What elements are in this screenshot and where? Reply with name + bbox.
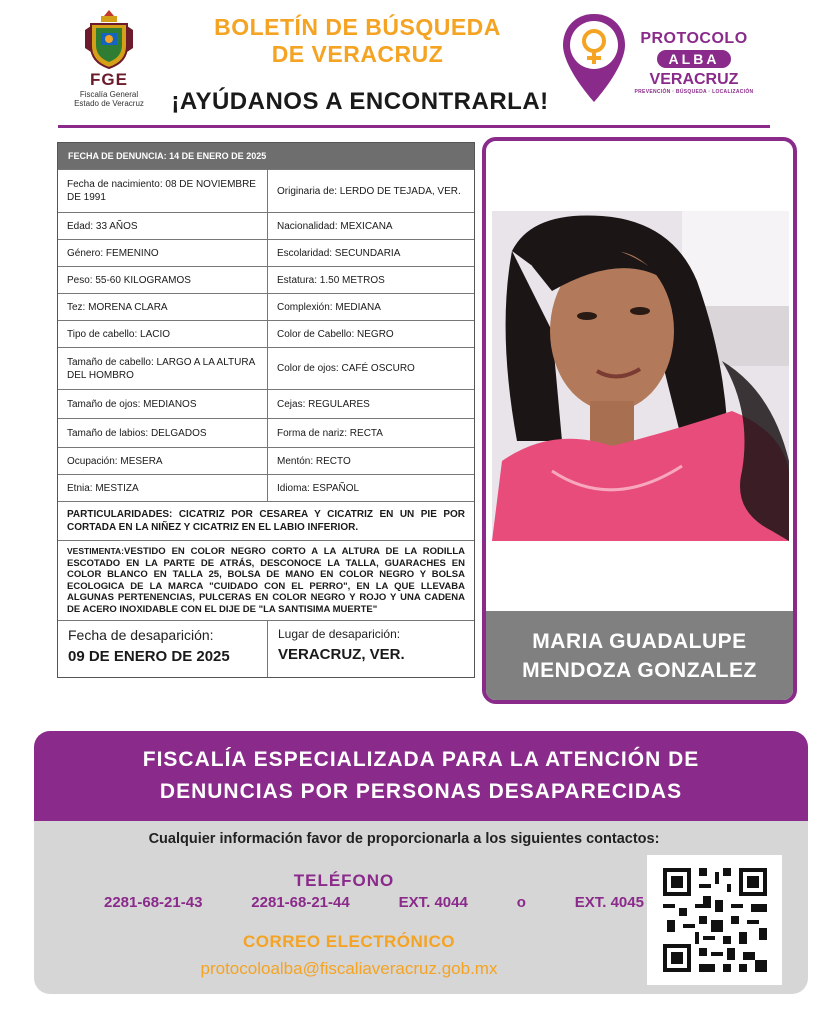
prosecutor-office-banner xyxy=(34,731,808,821)
prosecutor-office-line1: FISCALÍA ESPECIALIZADA PARA LA ATENCIÓN DE xyxy=(142,748,700,771)
table-row xyxy=(58,169,474,212)
fge-subtitle-1: Fiscalía General xyxy=(79,90,139,99)
protocolo-alba-logo xyxy=(630,30,758,95)
clothing-label: VESTIMENTA: xyxy=(67,546,124,556)
prosecutor-office-line2: DENUNCIAS POR PERSONAS DESAPARECIDAS xyxy=(159,780,683,803)
table-row xyxy=(58,389,474,418)
disappearance-place-cell xyxy=(268,621,474,677)
phone-heading: TELÉFONO xyxy=(293,871,395,890)
table-cell: Complexión: MEDIANA xyxy=(277,301,381,313)
person-name-line1: MARIA GUADALUPE xyxy=(532,630,747,653)
table-cell: Edad: 33 AÑOS xyxy=(58,213,268,239)
table-row xyxy=(58,266,474,293)
disappearance-place: VERACRUZ, VER. xyxy=(278,646,405,663)
table-cell: Tez: MORENA CLARA xyxy=(58,294,268,320)
table-cell: Estatura: 1.50 METROS xyxy=(277,274,385,286)
person-name-line2: MENDOZA GONZALEZ xyxy=(522,659,757,682)
contact-panel xyxy=(34,821,808,994)
email-heading: CORREO ELECTRÓNICO xyxy=(242,932,456,951)
table-cell: Fecha de nacimiento: 08 DE NOVIEMBRE DE 1991 xyxy=(58,170,268,212)
bulletin-title-line2: DE VERACRUZ xyxy=(271,41,444,67)
table-cell: Idioma: ESPAÑOL xyxy=(277,482,360,494)
bulletin-title-line1: BOLETÍN DE BÚSQUEDA xyxy=(214,14,501,40)
table-cell: Originaria de: LERDO DE TEJADA, VER. xyxy=(277,185,461,197)
table-row xyxy=(58,418,474,447)
table-cell: Peso: 55-60 KILOGRAMOS xyxy=(58,267,268,293)
qr-code-icon xyxy=(659,864,771,976)
disappearance-place-label: Lugar de desaparición: xyxy=(278,627,401,641)
table-row xyxy=(58,293,474,320)
table-cell: Etnia: MESTIZA xyxy=(58,475,268,501)
table-cell: Nacionalidad: MEXICANA xyxy=(277,220,393,232)
location-pin-icon xyxy=(560,12,628,104)
table-cell: Forma de nariz: RECTA xyxy=(277,427,383,439)
person-photo xyxy=(492,211,789,541)
table-cell: Ocupación: MESERA xyxy=(58,448,268,474)
table-cell: Tipo de cabello: LACIO xyxy=(58,321,268,347)
email-link[interactable]: protocoloalba@fiscaliaveracruz.gob.mx xyxy=(200,959,498,978)
contact-intro: Cualquier información favor de proporcionarla a los siguientes contactos: xyxy=(148,831,660,847)
alba-line1: PROTOCOLO xyxy=(640,30,748,47)
table-cell: Mentón: RECTO xyxy=(277,455,351,467)
fge-abbr: FGE xyxy=(90,70,128,89)
table-cell: Género: FEMENINO xyxy=(58,240,268,266)
phone-ext-1: EXT. 4044 xyxy=(398,894,468,911)
table-row xyxy=(58,347,474,389)
table-row xyxy=(58,239,474,266)
disappearance-row xyxy=(58,620,474,677)
table-cell: Tamaño de ojos: MEDIANOS xyxy=(58,390,268,418)
bulletin-title xyxy=(160,14,555,68)
disappearance-date: 09 DE ENERO DE 2025 xyxy=(68,648,230,665)
phone-numbers xyxy=(104,894,644,911)
table-row xyxy=(58,474,474,501)
table-cell: Tamaño de cabello: LARGO A LA ALTURA DEL HOMBRO xyxy=(58,348,268,389)
distinguishing-marks: PARTICULARIDADES: CICATRIZ POR CESAREA Y CICATRIZ EN UN PIE POR CORTADA EN LA NIÑEZ Y CICATRIZ EN EL LABIO INFERIOR. xyxy=(58,501,474,540)
alba-tagline: PREVENCIÓN · BÚSQUEDA · LOCALIZACIÓN xyxy=(634,89,754,95)
table-row xyxy=(58,212,474,239)
table-cell: Color de Cabello: NEGRO xyxy=(277,328,394,340)
clothing-description xyxy=(58,540,474,620)
fge-logo xyxy=(66,8,152,108)
header-divider xyxy=(58,125,770,128)
table-cell: Cejas: REGULARES xyxy=(277,398,370,410)
alba-line3: VERACRUZ xyxy=(649,71,739,88)
phone-ext-2: EXT. 4045 xyxy=(574,894,644,911)
person-data-table xyxy=(57,142,475,678)
alba-line2: ALBA xyxy=(657,50,732,68)
report-date: FECHA DE DENUNCIA: 14 DE ENERO DE 2025 xyxy=(58,143,474,169)
table-cell: Escolaridad: SECUNDARIA xyxy=(277,247,401,259)
table-row xyxy=(58,447,474,474)
table-cell: Color de ojos: CAFÉ OSCURO xyxy=(277,363,415,374)
phone-2[interactable]: 2281-68-21-44 xyxy=(251,894,350,911)
help-headline: ¡AYÚDANOS A ENCONTRARLA! xyxy=(171,88,549,115)
fge-subtitle-2: Estado de Veracruz xyxy=(74,99,144,108)
table-row xyxy=(58,320,474,347)
phone-ext-separator: o xyxy=(516,894,526,911)
person-name xyxy=(486,611,793,701)
disappearance-date-cell xyxy=(58,621,268,677)
table-cell: Tamaño de labios: DELGADOS xyxy=(58,419,268,447)
phone-1[interactable]: 2281-68-21-43 xyxy=(104,894,203,911)
disappearance-date-label: Fecha de desaparición: xyxy=(68,627,214,643)
photo-frame xyxy=(482,137,797,704)
coat-of-arms-icon xyxy=(81,8,137,70)
qr-code[interactable] xyxy=(647,855,782,985)
clothing-text: VESTIDO EN COLOR NEGRO CORTO A LA ALTURA DE LA RODILLA ESCOTADO EN LA PARTE DE ATRÁS, DESCONOCE LA TALLA, GUARACHES EN COLOR BLANCO EN TALLA 25, BOLSA DE MANO EN COLOR NEGRO Y BOLSA ECOLOGICA DE LA MARCA "CUIDADO CON EL PERRO", EN LA QUE LLEVABA ALGUNAS PERTENENCIAS, PULCERAS EN COLOR NEGRO Y ROJO Y UNA CADENA DE ACERO INOXIDABLE CON EL DIJE DE "LA SANTISIMA MUERTE" xyxy=(67,546,465,615)
